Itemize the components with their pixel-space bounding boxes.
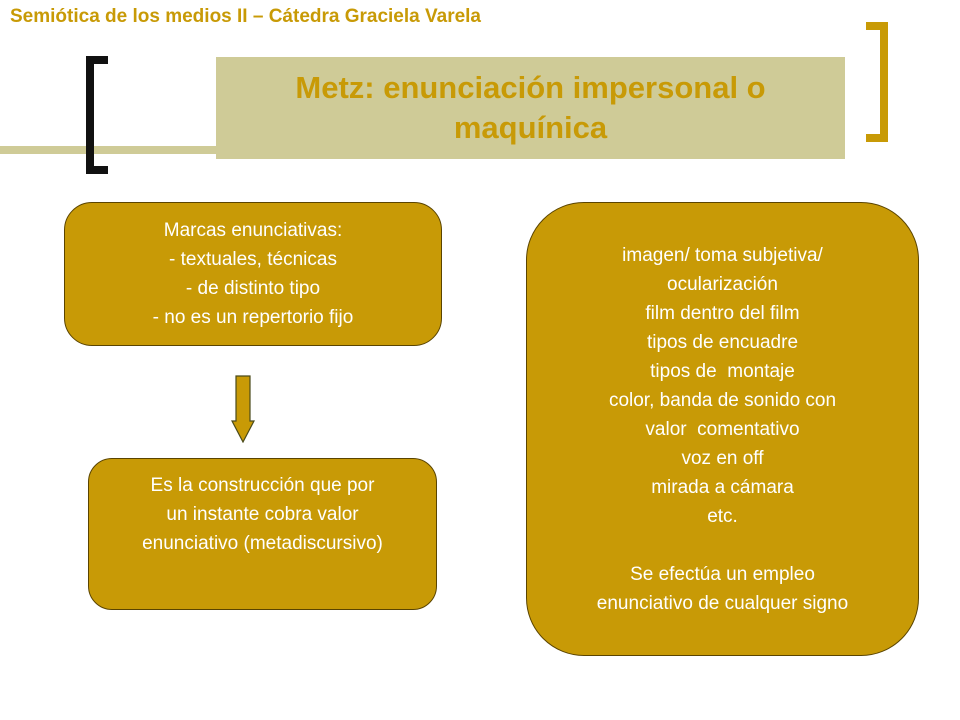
accent-line — [0, 146, 216, 154]
construction-line: Es la construcción que por — [150, 475, 375, 496]
marks-item: - textuales, técnicas — [169, 249, 337, 270]
down-arrow-icon — [231, 375, 255, 443]
construction-line: un instante cobra valor — [166, 504, 359, 525]
example-item: imagen/ toma subjetiva/ — [622, 244, 823, 266]
slide-title-line: Metz: enunciación impersonal o — [295, 70, 766, 105]
example-item: voz en off — [681, 447, 764, 469]
slide-title-box — [216, 57, 845, 159]
example-item: film dentro del film — [645, 302, 800, 324]
left-bracket-decoration — [86, 56, 108, 174]
marks-heading: Marcas enunciativas: — [163, 220, 343, 241]
construction-line: enunciativo (metadiscursivo) — [142, 533, 383, 554]
marks-item: - de distinto tipo — [185, 278, 321, 299]
slide-title-line: maquínica — [453, 110, 608, 145]
slide-title — [295, 68, 765, 148]
course-header: Semiótica de los medios II – Cátedra Graciela Varela — [10, 6, 482, 27]
examples-conclusion-line: enunciativo de cualquer signo — [596, 592, 849, 614]
examples-conclusion-line: Se efectúa un empleo — [630, 563, 815, 585]
example-item: valor comentativo — [645, 418, 800, 440]
enunciative-marks-box — [64, 202, 442, 346]
example-item: etc. — [707, 505, 738, 527]
example-item: tipos de encuadre — [646, 331, 799, 353]
right-bracket-decoration — [866, 22, 888, 142]
example-item: mirada a cámara — [651, 476, 794, 498]
marks-item: - no es un repertorio fijo — [152, 307, 354, 328]
construction-definition-box — [88, 458, 437, 610]
example-item: color, banda de sonido con — [608, 389, 837, 411]
example-item: tipos de montaje — [650, 360, 795, 382]
enunciative-examples-box — [526, 202, 919, 656]
example-item: ocularización — [667, 273, 778, 295]
